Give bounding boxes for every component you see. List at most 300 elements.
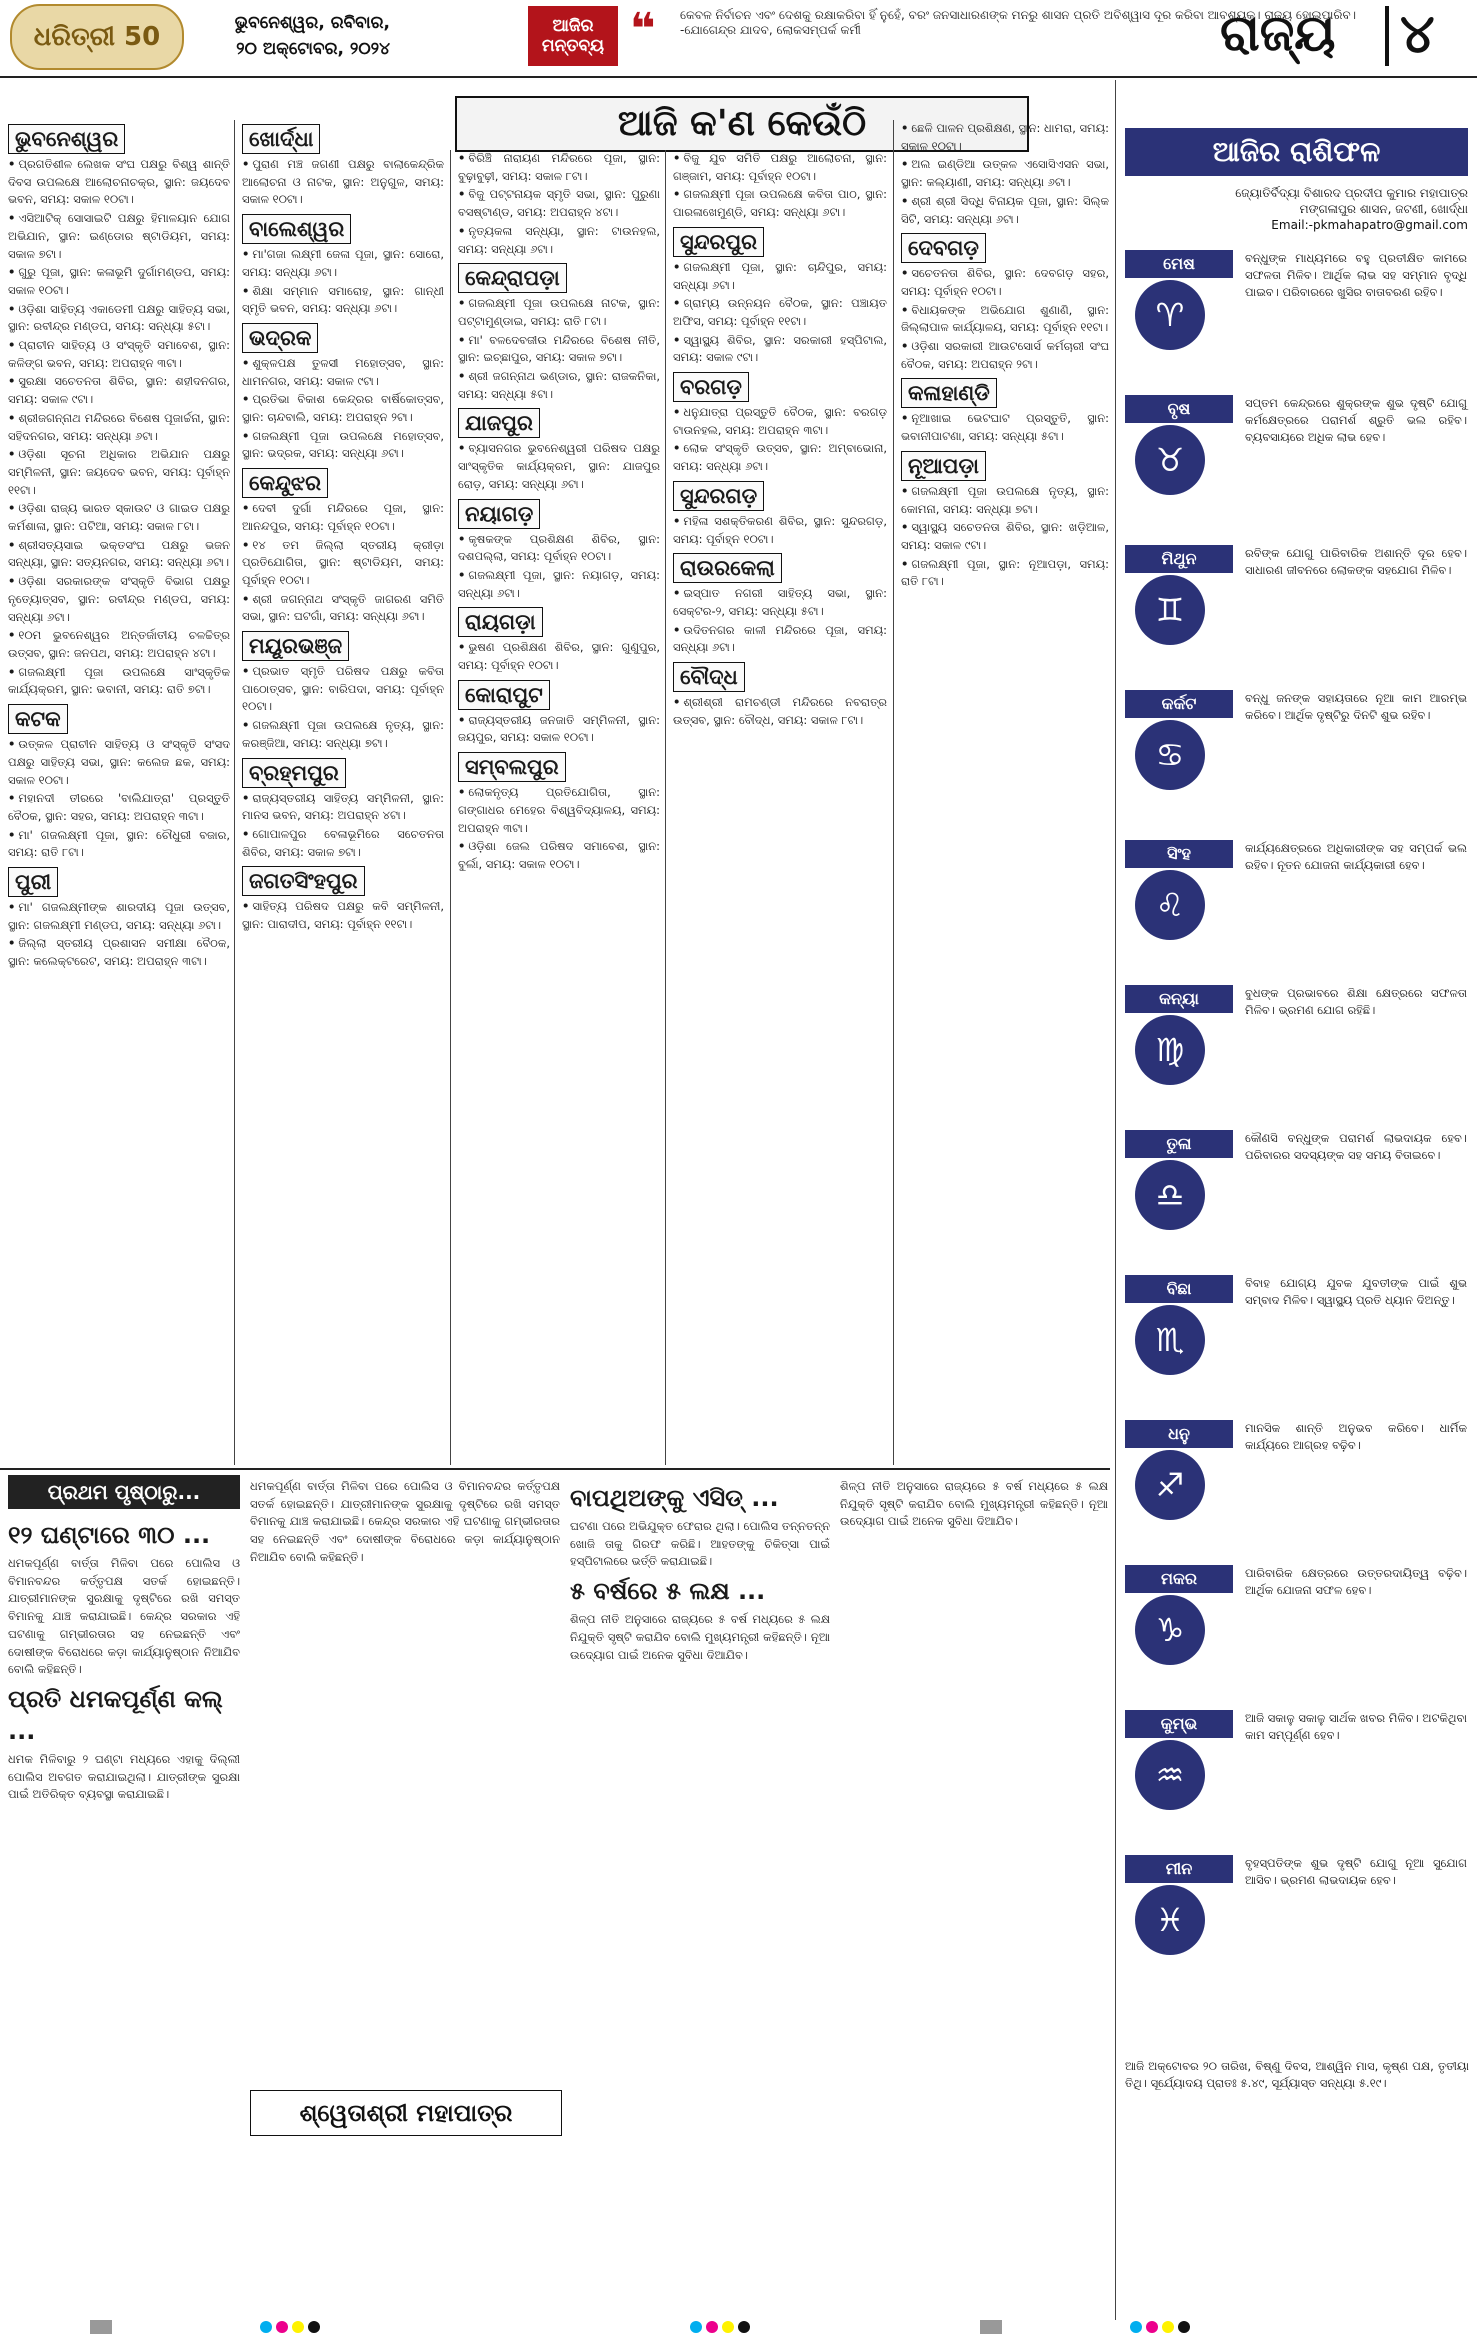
- bullet-icon: •: [458, 296, 466, 311]
- event-text: ଗଜଲକ୍ଷ୍ମୀ ପୂଜା ଉପଲକ୍ଷେ କବିତା ପାଠ, ସ୍ଥାନ: ପାରଳାଖେମୁଣ୍ଡି, ସମୟ: ସନ୍ଧ୍ୟା ୬ଟା।: [673, 187, 887, 220]
- event-text: ନୂଆଖାଇ ଭେଟଘାଟ ପ୍ରସ୍ତୁତି, ସ୍ଥାନ: ଭବାନୀପାଟଣା, ସମୟ: ସନ୍ଧ୍ୟା ୫ଟା।: [901, 411, 1109, 444]
- sign-name: ତୁଳା: [1125, 1130, 1233, 1158]
- event-text: ଗଜଲକ୍ଷ୍ମୀ ପୂଜା ଉପଲକ୍ଷେ ନୃତ୍ୟ, ସ୍ଥାନ: କୋମନା, ସମୟ: ସନ୍ଧ୍ୟା ୭ଟା।: [901, 483, 1109, 516]
- zodiac-icon: ♋: [1135, 720, 1205, 790]
- bullet-icon: •: [901, 193, 909, 208]
- district-heading: ବୌଦ୍ଧ: [673, 662, 745, 692]
- bullet-icon: •: [8, 574, 16, 589]
- sign-name: ମିଥୁନ: [1125, 545, 1233, 573]
- event-listing: [673, 332, 887, 367]
- district-heading: ବରଗଡ଼: [673, 372, 749, 402]
- listing-column-5: [901, 120, 1109, 592]
- event-listing: [242, 898, 444, 933]
- event-listing: [458, 838, 660, 873]
- event-text: ମା' ଗଜଲକ୍ଷ୍ମୀଙ୍କ ଶାରଦୀୟ ପୂଜା ଉତ୍ସବ, ସ୍ଥାନ: ଗଜଲକ୍ଷ୍ମୀ ମଣ୍ଡପ, ସମୟ: ସନ୍ଧ୍ୟା ୬ଟା।: [8, 900, 230, 932]
- event-listing: [901, 556, 1109, 591]
- event-text: ବ୍ୟାସନଗର ଭୁବନେଶ୍ୱରୀ ପରିଷଦ ପକ୍ଷରୁ ସାଂସ୍କୃତିକ କାର୍ଯ୍ୟକ୍ରମ, ସ୍ଥାନ: ଯାଜପୁର ରୋଡ଼, ସମୟ: ସନ୍ଧ୍ୟା ୬ଟା।: [458, 441, 660, 491]
- bullet-icon: •: [242, 428, 250, 443]
- story-body: ଧମକପୂର୍ଣ୍ଣ ବାର୍ତ୍ତା ମିଳିବା ପରେ ପୋଲିସ ଓ ବିମାନବନ୍ଦର କର୍ତ୍ତୃପକ୍ଷ ସତର୍କ ହୋଇଛନ୍ତି। ଯାତ୍ରୀମାନଙ୍କ ସୁରକ୍ଷାକୁ ଦୃଷ୍ଟିରେ ରଖି ସମସ୍ତ ବିମାନକୁ ଯାଞ୍ଚ କରାଯାଇଛି। କେନ୍ଦ୍ର ସରକାର ଏହି ଘଟଣାକୁ ଗମ୍ଭୀରତାର ସହ ନେଇଛନ୍ତି ଏବଂ ଦୋଷୀଙ୍କ ବିରୋଧରେ କଡ଼ା କାର୍ଯ୍ୟାନୁଷ୍ଠାନ ନିଆଯିବ ବୋଲି କହିଛନ୍ତି।: [8, 1556, 240, 1677]
- sign-name: ବୃଷ: [1125, 395, 1233, 423]
- district-heading: ଭଦ୍ରକ: [242, 323, 318, 353]
- listing-column-3: [458, 150, 660, 875]
- event-text: ଗଜଲକ୍ଷ୍ମୀ ପୂଜା ଉପଲକ୍ଷେ ନାଟକ, ସ୍ଥାନ: ପଟ୍ଟାମୁଣ୍ଡାଇ, ସମୟ: ରାତି ୮ଟା।: [458, 296, 660, 328]
- bullet-icon: •: [901, 556, 909, 571]
- bullet-icon: •: [901, 339, 909, 354]
- event-listing: [8, 736, 230, 789]
- bullet-icon: •: [458, 531, 466, 546]
- story-column-3: [570, 1478, 830, 1665]
- event-text: ଜିଲ୍ଲା ସ୍ତରୀୟ ପ୍ରଶାସନ ସମୀକ୍ଷା ବୈଠକ, ସ୍ଥାନ: କଲେକ୍ଟରେଟ, ସମୟ: ଅପରାହ୍ନ ୩ଟା।: [8, 936, 230, 969]
- event-text: ବିଜୁ ପଟ୍ଟନାୟକ ସ୍ମୃତି ସଭା, ସ୍ଥାନ: ପୁରୁଣା ବସଷ୍ଟାଣ୍ଡ, ସମୟ: ଅପରାହ୍ନ ୪ଟା।: [458, 187, 660, 220]
- bullet-icon: •: [673, 513, 681, 528]
- district-heading: ସୁନ୍ଦରଗଡ଼: [673, 481, 764, 511]
- bullet-icon: •: [242, 899, 250, 914]
- listing-banner: ଆଜି କ'ଣ କେଉଁଠି: [455, 96, 1029, 152]
- bullet-icon: •: [8, 447, 16, 462]
- event-listing: [673, 186, 887, 221]
- district-heading: କେନ୍ଦ୍ରାପଡ଼ା: [458, 263, 567, 293]
- event-text: ଶ୍ରୀଶ୍ରୀ ରାମଚଣ୍ଡୀ ମନ୍ଦିରରେ ନବରାତ୍ର ଉତ୍ସବ, ସ୍ଥାନ: ବୌଦ୍ଧ, ସମୟ: ସକାଳ ୮ଟା।: [673, 695, 887, 727]
- event-listing: [458, 567, 660, 602]
- sign-prediction: କୌଣସି ବନ୍ଧୁଙ୍କ ପରାମର୍ଶ ଲାଭଦାୟକ ହେବ। ପରିବାରର ସଦସ୍ୟଙ୍କ ସହ ସମୟ ବିତାଇବେ।: [1245, 1131, 1467, 1162]
- event-text: ଏସିଆଟିକ୍ ସୋସାଇଟି ପକ୍ଷରୁ ହିମାଳୟାନ ଯୋଗ ଅଭିଯାନ, ସ୍ଥାନ: ଇଣ୍ଡୋର ଷ୍ଟାଡିୟମ, ସମୟ: ସକାଳ ୭ଟା।: [8, 211, 230, 261]
- event-text: ସଚେତନତା ଶିବିର, ସ୍ଥାନ: ଦେବଗଡ଼ ସହର, ସମୟ: ପୂର୍ବାହ୍ନ ୧୦ଟା।: [901, 266, 1109, 298]
- event-listing: [242, 790, 444, 825]
- bullet-icon: •: [242, 790, 250, 805]
- bullet-icon: •: [242, 718, 250, 733]
- event-listing: [901, 302, 1109, 337]
- event-listing: [242, 246, 444, 281]
- bullet-icon: •: [242, 355, 250, 370]
- event-text: ଶ୍ରୀ ଶ୍ରୀ ସିଦ୍ଧି ବିନାୟକ ପୂଜା, ସ୍ଥାନ: ସିଲ୍କ ସିଟି, ସମୟ: ସନ୍ଧ୍ୟା ୬ଟା।: [901, 193, 1109, 226]
- event-listing: [8, 446, 230, 499]
- bullet-icon: •: [673, 695, 681, 710]
- bullet-icon: •: [673, 405, 681, 420]
- event-text: ଶ୍ରୀଜଗନ୍ନାଥ ମନ୍ଦିରରେ ବିଶେଷ ପୂଜାର୍ଚ୍ଚନା, ସ୍ଥାନ: ସହିଦନଗର, ସମୟ: ସନ୍ଧ୍ୟା ୬ଟା।: [8, 410, 230, 443]
- event-text: ପ୍ରତିଭା ବିକାଶ କେନ୍ଦ୍ରର ବାର୍ଷିକୋତ୍ସବ, ସ୍ଥାନ: ଚାନ୍ଦବାଲି, ସମୟ: ଅପରାହ୍ନ ୨ଟା।: [242, 392, 444, 425]
- print-registration-mark: [1130, 2320, 1190, 2334]
- event-listing: [8, 935, 230, 970]
- event-listing: [458, 712, 660, 747]
- event-text: ରାଜ୍ୟସ୍ତରୀୟ ସାହିତ୍ୟ ସମ୍ମିଳନୀ, ସ୍ଥାନ: ମାନସ ଭବନ, ସମୟ: ଅପରାହ୍ନ ୪ଟା।: [242, 790, 444, 823]
- bullet-icon: •: [673, 622, 681, 637]
- event-text: ପୁରାଣ ମଞ୍ଚ ଜଗଣୀ ପକ୍ଷରୁ ବାଲାକେନ୍ଦ୍ରିକ ଆଲୋଚନା ଓ ନାଟକ, ସ୍ଥାନ: ଅନୁଗୁଳ, ସମୟ: ସକାଳ ୧୦ଟା।: [242, 157, 444, 207]
- bullet-icon: •: [901, 520, 909, 535]
- bullet-icon: •: [458, 640, 466, 655]
- bullet-icon: •: [8, 936, 16, 951]
- event-listing: [673, 150, 887, 185]
- event-text: ଶିକ୍ଷା ସମ୍ମାନ ସମାରୋହ, ସ୍ଥାନ: ଗାନ୍ଧୀ ସ୍ମୃତି ଭବନ, ସମୟ: ସନ୍ଧ୍ୟା ୬ଟା।: [242, 283, 444, 316]
- story-column-1: [8, 1515, 240, 1805]
- event-text: ସ୍ୱାସ୍ଥ୍ୟ ଶିବିର, ସ୍ଥାନ: ସରକାରୀ ହସ୍ପିଟାଲ, ସମୟ: ସକାଳ ୯ଟା।: [673, 332, 887, 365]
- bullet-icon: •: [901, 157, 909, 172]
- event-text: ନୃତ୍ୟକଳା ସନ୍ଧ୍ୟା, ସ୍ଥାନ: ଟାଉନହଲ, ସମୟ: ସନ୍ଧ୍ୟା ୬ଟା।: [458, 223, 660, 256]
- event-text: ସ୍ୱାସ୍ଥ୍ୟ ସଚେତନତା ଶିବିର, ସ୍ଥାନ: ଖଡ଼ିଆଳ, ସମୟ: ସକାଳ ୯ଟା।: [901, 520, 1109, 552]
- bullet-icon: •: [242, 664, 250, 679]
- quote-of-the-day: କେବଳ ନିର୍ବାଚନ ଏବଂ ଦେଶକୁ ରକ୍ଷାକରିବା ହିଁ ନୁହେଁ, ବରଂ ଜନସାଧାରଣଙ୍କ ମନରୁ ଶାସନ ପ୍ରତି ଅବିଶ୍ୱାସ ଦୂର କରିବା ଆବଶ୍ୟକ। ରାଜ୍ୟ ହୋଇପାରିବ। -ଯୋଗେନ୍ଦ୍ର ଯାଦବ, ଲୋକସମ୍ପର୍କ କର୍ମୀ: [680, 8, 1357, 37]
- event-listing: [242, 591, 444, 626]
- event-listing: [242, 537, 444, 590]
- badge-line-1: ଆଜିର: [552, 16, 594, 36]
- event-text: ଗଜଲକ୍ଷ୍ମୀ ପୂଜା ଉପଲକ୍ଷେ ସାଂସ୍କୃତିକ କାର୍ଯ୍ୟକ୍ରମ, ସ୍ଥାନ: ଭବାନୀ, ସମୟ: ରାତି ୭ଟା।: [8, 664, 230, 697]
- divider: [1385, 6, 1389, 66]
- event-listing: [8, 573, 230, 626]
- district-heading: ଜଗତସିଂହପୁର: [242, 866, 365, 896]
- bullet-icon: •: [8, 301, 16, 316]
- bullet-icon: •: [673, 441, 681, 456]
- event-listing: [8, 410, 230, 445]
- event-text: ଇସ୍ପାତ ନଗରୀ ସାହିତ୍ୟ ସଭା, ସ୍ଥାନ: ସେକ୍ଟର-୨, ସମୟ: ସନ୍ଧ୍ୟା ୫ଟା।: [673, 586, 887, 618]
- bullet-icon: •: [8, 628, 16, 643]
- bullet-icon: •: [458, 712, 466, 727]
- event-text: ଭୁଷଣ ପ୍ରଶିକ୍ଷଣ ଶିବିର, ସ୍ଥାନ: ଗୁଣୁପୁର, ସମୟ: ପୂର୍ବାହ୍ନ ୧୦ଟା।: [458, 640, 660, 673]
- event-listing: [673, 295, 887, 330]
- event-text: ଗଜଲକ୍ଷ୍ମୀ ପୂଜା, ସ୍ଥାନ: ନୟାଗଡ଼, ସମୟ: ସନ୍ଧ୍ୟା ୬ଟା।: [458, 567, 660, 600]
- event-listing: [242, 717, 444, 752]
- story-body: ଶିଳ୍ପ ନୀତି ଅନୁସାରେ ରାଜ୍ୟରେ ୫ ବର୍ଷ ମଧ୍ୟରେ ୫ ଲକ୍ଷ ନିଯୁକ୍ତି ସୃଷ୍ଟି କରାଯିବ ବୋଲି ମୁଖ୍ୟମନ୍ତ୍ରୀ କହିଛନ୍ତି। ନୂଆ ଉଦ୍ୟୋଗ ପାଇଁ ଅନେକ ସୁବିଧା ଦିଆଯିବ।: [570, 1612, 830, 1662]
- story-headline: ୫ ବର୍ଷରେ ୫ ଲକ୍ଷ ...: [570, 1577, 766, 1606]
- event-text: ବିଧାୟକଙ୍କ ଅଭିଯୋଗ ଶୁଣାଣି, ସ୍ଥାନ: ଜିଲ୍ଲାପାଳ କାର୍ଯ୍ୟାଳୟ, ସମୟ: ପୂର୍ବାହ୍ନ ୧୧ଟା।: [901, 302, 1109, 335]
- event-text: ପ୍ରଗତିଶୀଳ ଲେଖକ ସଂଘ ପକ୍ଷରୁ ବିଶ୍ୱ ଶାନ୍ତି ଦିବସ ଉପଲକ୍ଷେ ଆଲୋଚନାଚକ୍ର, ସ୍ଥାନ: ଜୟଦେବ ଭବନ, ସମୟ: ସକାଳ ୧୦ଟା।: [8, 157, 230, 207]
- horoscope-title: ଆଜିର ରାଶିଫଳ: [1125, 128, 1468, 176]
- event-listing: [8, 301, 230, 336]
- section-title: ରାଜ୍ୟ: [1220, 4, 1336, 62]
- event-listing: [673, 513, 887, 548]
- sign-prediction: ସପ୍ତମ କେନ୍ଦ୍ରରେ ଶୁକ୍ରଙ୍କ ଶୁଭ ଦୃଷ୍ଟି ଯୋଗୁ କର୍ମକ୍ଷେତ୍ରରେ ପରାମର୍ଶ ଶ୍ରୁତି ଭଲ ରହିବ। ବ୍ୟବସାୟରେ ଅଧିକ ଲାଭ ହେବ।: [1245, 396, 1467, 444]
- bullet-icon: •: [458, 151, 466, 165]
- bullet-icon: •: [8, 664, 16, 679]
- sign-name: କର୍କଟ: [1125, 690, 1233, 718]
- date-line-2: ୨୦ ଅକ୍ଟୋବର, ୨୦୨୪: [236, 39, 390, 59]
- bullet-icon: •: [8, 900, 16, 915]
- event-listing: [458, 186, 660, 221]
- bullet-icon: •: [458, 441, 466, 456]
- district-heading: ରାଉରକେଲା: [673, 553, 782, 583]
- district-heading: ବ୍ରହ୍ମପୁର: [242, 758, 346, 788]
- print-registration-mark: [90, 2320, 112, 2334]
- quote-badge: [528, 6, 618, 66]
- event-text: ପ୍ରଭାତ ସ୍ମୃତି ପରିଷଦ ପକ୍ଷରୁ କବିତା ପାଠୋତ୍ସବ, ସ୍ଥାନ: ବାରିପଦା, ସମୟ: ପୂର୍ବାହ୍ନ ୧୦ଟା।: [242, 664, 444, 714]
- column-rule: [893, 120, 894, 1465]
- print-registration-mark: [690, 2320, 750, 2334]
- sign-prediction: ଆଜି ସକାଳୁ ସକାଳୁ ସାର୍ଥକ ଖବର ମିଳିବ। ଅଟକିଥିବା କାମ ସମ୍ପୂର୍ଣ୍ଣ ହେବ।: [1245, 1711, 1467, 1742]
- event-listing: [458, 223, 660, 258]
- zodiac-icon: ♐: [1135, 1450, 1205, 1520]
- event-listing: [8, 264, 230, 299]
- zodiac-icon: ♊: [1135, 575, 1205, 645]
- sign-name: ଧନୁ: [1125, 1420, 1233, 1448]
- event-listing: [8, 500, 230, 535]
- event-listing: [242, 156, 444, 209]
- event-text: ଓଡ଼ିଶା ସରକାରଙ୍କ ସଂସ୍କୃତି ବିଭାଗ ପକ୍ଷରୁ ନୃତ୍ୟୋତ୍ସବ, ସ୍ଥାନ: ରବୀନ୍ଦ୍ର ମଣ୍ଡପ, ସମୟ: ସନ୍ଧ୍ୟା ୬ଟା।: [8, 574, 230, 624]
- bullet-icon: •: [242, 157, 250, 171]
- column-rule: [665, 150, 666, 1465]
- district-heading: ବାଲେଶ୍ୱର: [242, 214, 351, 244]
- event-listing: [901, 519, 1109, 554]
- event-listing: [673, 259, 887, 294]
- event-listing: [458, 531, 660, 566]
- event-text: ଗ୍ରାମ୍ୟ ଉନ୍ନୟନ ବୈଠକ, ସ୍ଥାନ: ପଞ୍ଚାୟତ ଅଫିସ, ସମୟ: ପୂର୍ବାହ୍ନ ୧୧ଟା।: [673, 296, 887, 328]
- event-text: ଶୁକ୍ଳପକ୍ଷ ତୁଳସୀ ମହୋତ୍ସବ, ସ୍ଥାନ: ଧାମନଗର, ସମୟ: ସକାଳ ୯ଟା।: [242, 355, 444, 388]
- event-listing: [901, 410, 1109, 445]
- event-listing: [673, 440, 887, 475]
- event-text: ଓଡ଼ିଶା ସାହିତ୍ୟ ଏକାଡେମୀ ପକ୍ଷରୁ ସାହିତ୍ୟ ସଭା, ସ୍ଥାନ: ରବୀନ୍ଦ୍ର ମଣ୍ଡପ, ସମୟ: ସନ୍ଧ୍ୟା ୫ଟା।: [8, 301, 230, 334]
- event-listing: [458, 368, 660, 403]
- column-rule: [450, 150, 451, 1465]
- event-text: ରାଜ୍ୟସ୍ତରୀୟ ଜନଜାତି ସମ୍ମିଳନୀ, ସ୍ଥାନ: ଜୟପୁର, ସମୟ: ସକାଳ ୧୦ଟା।: [458, 712, 660, 745]
- event-listing: [242, 355, 444, 390]
- bullet-icon: •: [242, 591, 250, 606]
- bullet-icon: •: [8, 791, 16, 806]
- zodiac-icon: ♓: [1135, 1885, 1205, 1955]
- listing-column-4: [673, 150, 887, 730]
- event-text: ଶ୍ରୀ ଜଗନ୍ନାଥ ଭଣ୍ଡାର, ସ୍ଥାନ: ରାଜକନିକା, ସମୟ: ସନ୍ଧ୍ୟା ୫ଟା।: [458, 369, 660, 401]
- district-heading: ଭୁବନେଶ୍ୱର: [8, 124, 125, 154]
- event-listing: [8, 827, 230, 862]
- event-text: ଦେବୀ ଦୁର୍ଗା ମନ୍ଦିରରେ ପୂଜା, ସ୍ଥାନ: ଆନନ୍ଦପୁର, ସମୟ: ପୂର୍ବାହ୍ନ ୧୦ଟା।: [242, 501, 444, 533]
- event-text: କୃଷକଙ୍କ ପ୍ରଶିକ୍ଷଣ ଶିବିର, ସ୍ଥାନ: ଦଶପଲ୍ଲା, ସମୟ: ପୂର୍ବାହ୍ନ ୧୦ଟା।: [458, 531, 660, 564]
- newspaper-logo: ଧରିତ୍ରୀ 50: [10, 4, 184, 70]
- bullet-icon: •: [673, 151, 681, 165]
- event-listing: [901, 338, 1109, 373]
- event-text: ଉଦିତନଗର କାଳୀ ମନ୍ଦିରରେ ପୂଜା, ସମୟ: ସନ୍ଧ୍ୟା ୬ଟା।: [673, 622, 887, 655]
- event-listing: [8, 664, 230, 699]
- zodiac-icon: ♑: [1135, 1595, 1205, 1665]
- event-listing: [458, 332, 660, 367]
- bullet-icon: •: [673, 187, 681, 202]
- bullet-icon: •: [242, 247, 250, 262]
- event-listing: [242, 500, 444, 535]
- bullet-icon: •: [8, 211, 16, 226]
- zodiac-icon: ♒: [1135, 1740, 1205, 1810]
- sign-name: ବିଛା: [1125, 1275, 1233, 1303]
- event-listing: [242, 283, 444, 318]
- event-text: ସୁରକ୍ଷା ସଚେତନତା ଶିବିର, ସ୍ଥାନ: ଶହୀଦନଗର, ସମୟ: ସକାଳ ୯ଟା।: [8, 374, 230, 407]
- bullet-icon: •: [8, 374, 16, 389]
- district-heading: ପୁରୀ: [8, 867, 58, 897]
- event-listing: [458, 295, 660, 330]
- sign-prediction: କାର୍ଯ୍ୟକ୍ଷେତ୍ରରେ ଅଧିକାରୀଙ୍କ ସହ ସମ୍ପର୍କ ଭଲ ରହିବ। ନୂତନ ଯୋଜନା କାର୍ଯ୍ୟକାରୀ ହେବ।: [1245, 841, 1467, 872]
- bullet-icon: •: [458, 567, 466, 582]
- sign-name: କନ୍ୟା: [1125, 985, 1233, 1013]
- zodiac-icon: ♍: [1135, 1015, 1205, 1085]
- district-heading: ରାୟଗଡ଼ା: [458, 607, 543, 637]
- column-rule: [1115, 80, 1116, 2320]
- bullet-icon: •: [458, 332, 466, 347]
- event-listing: [673, 694, 887, 729]
- bullet-icon: •: [901, 266, 909, 281]
- district-heading: ଖୋର୍ଦ୍ଧା: [242, 124, 320, 154]
- bullet-icon: •: [901, 483, 909, 498]
- event-listing: [901, 193, 1109, 228]
- event-listing: [673, 404, 887, 439]
- bullet-icon: •: [458, 785, 466, 800]
- district-heading: କଟକ: [8, 704, 68, 734]
- story-headline: ୧୨ ଘଣ୍ଟାରେ ୩୦ ...: [8, 1521, 211, 1549]
- district-heading: ଯାଜପୁର: [458, 408, 540, 438]
- event-listing: [458, 440, 660, 493]
- event-text: ଓଡ଼ିଶା ସରକାରୀ ଆଉଟସୋର୍ସ କର୍ମଚାରୀ ସଂଘ ବୈଠକ, ସମୟ: ଅପରାହ୍ନ ୨ଟା।: [901, 339, 1109, 371]
- sign-name: କୁମ୍ଭ: [1125, 1710, 1233, 1738]
- event-text: ୧୪ ତମ ଜିଲ୍ଲା ସ୍ତରୀୟ କ୍ରୀଡ଼ା ପ୍ରତିଯୋଗିତା, ସ୍ଥାନ: ଷ୍ଟାଡିୟମ, ସମୟ: ପୂର୍ବାହ୍ନ ୧୦ଟା।: [242, 537, 444, 587]
- sign-prediction: ବନ୍ଧୁ ଜନଙ୍କ ସହାୟତାରେ ନୂଆ କାମ ଆରମ୍ଭ କରିବେ। ଆର୍ଥିକ ଦୃଷ୍ଟିରୁ ଦିନଟି ଶୁଭ ରହିବ।: [1245, 691, 1467, 722]
- story-column-2: [250, 1478, 560, 1568]
- event-listing: [901, 120, 1109, 155]
- bullet-icon: •: [242, 283, 250, 298]
- event-listing: [8, 790, 230, 825]
- event-text: ମା' ବଳଦେବଜୀଉ ମନ୍ଦିରରେ ବିଶେଷ ନୀତି, ସ୍ଥାନ: ଇଚ୍ଛାପୁର, ସମୟ: ସକାଳ ୭ଟା।: [458, 332, 660, 365]
- event-listing: [458, 784, 660, 837]
- bullet-icon: •: [242, 826, 250, 841]
- bullet-icon: •: [8, 157, 16, 171]
- event-text: ଓଡ଼ିଶା ସୂଚନା ଅଧିକାର ଅଭିଯାନ ପକ୍ଷରୁ ସମ୍ମିଳନୀ, ସ୍ଥାନ: ଜୟଦେବ ଭବନ, ସମୟ: ପୂର୍ବାହ୍ନ ୧୧ଟା।: [8, 447, 230, 497]
- front-page-continued-label: ପ୍ରଥମ ପୃଷ୍ଠାରୁ...: [8, 1475, 240, 1509]
- bullet-icon: •: [8, 410, 16, 425]
- event-text: ଲୋକନୃତ୍ୟ ପ୍ରତିଯୋଗିତା, ସ୍ଥାନ: ଗଙ୍ଗାଧର ମେହେର ବିଶ୍ୱବିଦ୍ୟାଳୟ, ସମୟ: ଅପରାହ୍ନ ୩ଟା।: [458, 785, 660, 835]
- bullet-icon: •: [8, 501, 16, 516]
- event-text: ଲୋକ ସଂସ୍କୃତି ଉତ୍ସବ, ସ୍ଥାନ: ଅମ୍ବାଭୋନା, ସମୟ: ସନ୍ଧ୍ୟା ୬ଟା।: [673, 441, 887, 474]
- event-text: ବିରିଞ୍ଚି ନାରାୟଣ ମନ୍ଦିରରେ ପୂଜା, ସ୍ଥାନ: ବୁଢ଼ାବୁଢ଼ୀ, ସମୟ: ସକାଳ ୮ଟା।: [458, 151, 660, 183]
- event-listing: [8, 337, 230, 372]
- event-listing: [901, 265, 1109, 300]
- event-text: ମହାନଦୀ ତୀରରେ 'ବାଲିଯାତ୍ରା' ପ୍ରସ୍ତୁତି ବୈଠକ, ସ୍ଥାନ: ସହର, ସମୟ: ଅପରାହ୍ନ ୩ଟା।: [8, 791, 230, 823]
- masthead-rule: [0, 76, 1477, 78]
- event-text: ଓଡ଼ିଶା ରାଜ୍ୟ ଭାରତ ସ୍କାଉଟ ଓ ଗାଇଡ ପକ୍ଷରୁ କର୍ମଶାଳା, ସ୍ଥାନ: ପଟିଆ, ସମୟ: ସକାଳ ୮ଟା।: [8, 501, 230, 534]
- event-text: ମା' ଗଜଲକ୍ଷ୍ମୀ ପୂଜା, ସ୍ଥାନ: ଚୌଧୁରୀ ବଜାର, ସମୟ: ରାତି ୮ଟା।: [8, 827, 230, 860]
- event-listing: [8, 210, 230, 263]
- story-body: ଶିଳ୍ପ ନୀତି ଅନୁସାରେ ରାଜ୍ୟରେ ୫ ବର୍ଷ ମଧ୍ୟରେ ୫ ଲକ୍ଷ ନିଯୁକ୍ତି ସୃଷ୍ଟି କରାଯିବ ବୋଲି ମୁଖ୍ୟମନ୍ତ୍ରୀ କହିଛନ୍ତି। ନୂଆ ଉଦ୍ୟୋଗ ପାଇଁ ଅନେକ ସୁବିଧା ଦିଆଯିବ।: [840, 1479, 1108, 1529]
- event-text: ୧୦ମ ଭୁବନେଶ୍ୱର ଅନ୍ତର୍ଜାତୀୟ ଚଳଚ୍ଚିତ୍ର ଉତ୍ସବ, ସ୍ଥାନ: ଜନପଥ, ସମୟ: ଅପରାହ୍ନ ୪ଟା।: [8, 628, 230, 660]
- event-text: ଓଡ଼ିଶା ଜେଲ ପରିଷଦ ସମାବେଶ, ସ୍ଥାନ: ବୁର୍ଲା, ସମୟ: ସକାଳ ୧୦ଟା।: [458, 839, 660, 871]
- sign-prediction: ରବିଙ୍କ ଯୋଗୁ ପାରିବାରିକ ଅଶାନ୍ତି ଦୂର ହେବ। ସାଧାରଣ ଜୀବନରେ ଲୋକଙ୍କ ସହଯୋଗ ମିଳିବ।: [1245, 546, 1467, 577]
- event-text: ଉତ୍କଳ ପ୍ରାଚୀନ ସାହିତ୍ୟ ଓ ସଂସ୍କୃତି ସଂସଦ ପକ୍ଷରୁ ସାହିତ୍ୟ ସଭା, ସ୍ଥାନ: କଲେଜ ଛକ, ସମୟ: ସକାଳ ୧୦ଟା।: [8, 737, 230, 787]
- bullet-icon: •: [673, 332, 681, 347]
- story-headline: ବାପଥିଅଙ୍କୁ ଏସିଡ୍ ...: [570, 1484, 779, 1512]
- zodiac-icon: ♈: [1135, 280, 1205, 350]
- event-text: ଶ୍ରୀ ଜଗନ୍ନାଥ ସଂସ୍କୃତି ଜାଗରଣ ସମିତି ସଭା, ସ୍ଥାନ: ଘଟଗାଁ, ସମୟ: ସନ୍ଧ୍ୟା ୬ଟା।: [242, 591, 444, 624]
- sign-name: ସିଂହ: [1125, 840, 1233, 868]
- sign-name: ମେଷ: [1125, 250, 1233, 278]
- sign-name: ମୀନ: [1125, 1855, 1233, 1883]
- event-listing: [8, 537, 230, 572]
- bullet-icon: •: [8, 827, 16, 842]
- bullet-icon: •: [8, 265, 16, 280]
- bullet-icon: •: [458, 839, 466, 854]
- date-line-1: ଭୁବନେଶ୍ୱର, ରବିବାର,: [234, 13, 390, 33]
- event-text: ଗଜଲକ୍ଷ୍ମୀ ପୂଜା, ସ୍ଥାନ: ନୂଆପଡ଼ା, ସମୟ: ରାତି ୮ଟା।: [901, 556, 1109, 589]
- section-rule: [0, 1468, 1110, 1470]
- page-number: ୪: [1400, 2, 1435, 65]
- event-listing: [673, 585, 887, 620]
- event-listing: [901, 483, 1109, 518]
- district-heading: ମୟୂରଭଞ୍ଜ: [242, 631, 349, 661]
- bullet-icon: •: [901, 121, 909, 135]
- event-text: ମହିଳା ସଶକ୍ତିକରଣ ଶିବିର, ସ୍ଥାନ: ସୁନ୍ଦରଗଡ଼, ସମୟ: ପୂର୍ବାହ୍ନ ୧୦ଟା।: [673, 513, 887, 546]
- bullet-icon: •: [458, 369, 466, 384]
- event-text: ସାହିତ୍ୟ ପରିଷଦ ପକ୍ଷରୁ କବି ସମ୍ମିଳନୀ, ସ୍ଥାନ: ପାରାଦୀପ, ସମୟ: ପୂର୍ବାହ୍ନ ୧୧ଟା।: [242, 899, 444, 932]
- district-heading: ସୁନ୍ଦରପୁର: [673, 227, 764, 257]
- district-heading: ନୂଆପଡ଼ା: [901, 451, 986, 481]
- sign-prediction: ବୁଧଙ୍କ ପ୍ରଭାବରେ ଶିକ୍ଷା କ୍ଷେତ୍ରରେ ସଫଳତା ମିଳିବ। ଭ୍ରମଣ ଯୋଗ ରହିଛି।: [1245, 986, 1467, 1017]
- event-text: ଶ୍ରୀସତ୍ୟସାଇ ଭକ୍ତସଂଘ ପକ୍ଷରୁ ଭଜନ ସନ୍ଧ୍ୟା, ସ୍ଥାନ: ସତ୍ୟନଗର, ସମୟ: ସନ୍ଧ୍ୟା ୬ଟା।: [8, 537, 230, 570]
- print-registration-mark: [260, 2320, 320, 2334]
- event-text: ଅଲ ଇଣ୍ଡିଆ ଉତ୍କଳ ଏସୋସିଏସନ ସଭା, ସ୍ଥାନ: କଲ୍ୟାଣୀ, ସମୟ: ସନ୍ଧ୍ୟା ୬ଟା।: [901, 157, 1109, 190]
- district-heading: କୋରାପୁଟ: [458, 680, 550, 710]
- bullet-icon: •: [673, 259, 681, 274]
- bullet-icon: •: [242, 501, 250, 516]
- dateline: [200, 10, 390, 62]
- byline: ଶ୍ୱେତାଶ୍ରୀ ମହାପାତ୍ର: [250, 2090, 562, 2136]
- event-text: ପ୍ରାଚୀନ ସାହିତ୍ୟ ଓ ସଂସ୍କୃତି ସମାବେଶ, ସ୍ଥାନ: କଳିଙ୍ଗ ଭବନ, ସମୟ: ଅପରାହ୍ନ ୩ଟା।: [8, 338, 230, 370]
- print-registration-mark: [980, 2320, 1002, 2334]
- district-heading: ନୟାଗଡ଼: [458, 499, 540, 529]
- listing-column-2: [242, 120, 444, 935]
- event-text: ଗୋପାଳପୁର ବେଳାଭୂମିରେ ସଚେତନତା ଶିବିର, ସମୟ: ସକାଳ ୭ଟା।: [242, 826, 444, 859]
- event-text: ଧନୁଯାତ୍ରା ପ୍ରସ୍ତୁତି ବୈଠକ, ସ୍ଥାନ: ବରଗଡ଼ ଟାଉନହଲ, ସମୟ: ଅପରାହ୍ନ ୩ଟା।: [673, 405, 887, 437]
- event-listing: [901, 156, 1109, 191]
- almanac-footer: ଆଜି ଅକ୍ଟୋବର ୨୦ ତାରିଖ, ବିଷ୍ଣୁ ଦିବସ, ଆଶ୍ୱିନ ମାସ, କୃଷ୍ଣ ପକ୍ଷ, ତୃତୀୟା ତିଥି। ସୂର୍ଯ୍ୟୋଦୟ ପ୍ରାତଃ ୫.୪୯, ସୂର୍ଯ୍ୟାସ୍ତ ସନ୍ଧ୍ୟା ୫.୧୯।: [1125, 2059, 1469, 2090]
- event-text: ଛେଳି ପାଳନ ପ୍ରଶିକ୍ଷଣ, ସ୍ଥାନ: ଧାମରା, ସମୟ: ସକାଳ ୧୦ଟା।: [901, 121, 1109, 153]
- sign-prediction: ବନ୍ଧୁଙ୍କ ମାଧ୍ୟମରେ ବହୁ ପ୍ରତୀକ୍ଷିତ କାମରେ ସଫଳତା ମିଳିବ। ଆର୍ଥିକ ଲାଭ ସହ ସମ୍ମାନ ବୃଦ୍ଧି ପାଇବ। ପରିବାରରେ ଖୁସିର ବାତାବରଣ ରହିବ।: [1245, 251, 1467, 299]
- bullet-icon: •: [242, 537, 250, 552]
- column-rule: [234, 120, 235, 1465]
- event-listing: [8, 156, 230, 209]
- quote-icon: ❝: [630, 4, 656, 55]
- bullet-icon: •: [458, 187, 466, 202]
- bullet-icon: •: [242, 392, 250, 407]
- event-listing: [673, 622, 887, 657]
- bullet-icon: •: [458, 223, 466, 238]
- story-headline: ପ୍ରତି ଧମକପୂର୍ଣ୍ଣ କଲ୍ ...: [8, 1684, 223, 1745]
- sign-prediction: ପାରିବାରିକ କ୍ଷେତ୍ରରେ ଉତ୍ତରଦାୟିତ୍ୱ ବଢ଼ିବ। ଆର୍ଥିକ ଯୋଜନା ସଫଳ ହେବ।: [1245, 1566, 1467, 1597]
- event-listing: [8, 373, 230, 408]
- story-column-4: [840, 1478, 1108, 1532]
- event-text: ଗୁରୁ ପୂଜା, ସ୍ଥାନ: କଳାଭୂମି ଦୁର୍ଗାମଣ୍ଡପ, ସମୟ: ସକାଳ ୧୦ଟା।: [8, 265, 230, 297]
- bullet-icon: •: [8, 737, 16, 752]
- district-heading: ଦେବଗଡ଼: [901, 233, 986, 263]
- district-heading: ସମ୍ବଲପୁର: [458, 752, 566, 782]
- sign-name: ମକର: [1125, 1565, 1233, 1593]
- event-listing: [242, 428, 444, 463]
- sign-prediction: ମାନସିକ ଶାନ୍ତି ଅନୁଭବ କରିବେ। ଧାର୍ମିକ କାର୍ଯ୍ୟରେ ଆଗ୍ରହ ବଢ଼ିବ।: [1245, 1421, 1467, 1452]
- bullet-icon: •: [8, 338, 16, 353]
- story-body: ଘଟଣା ପରେ ଅଭିଯୁକ୍ତ ଫେରାର ଥିଲା। ପୋଲିସ ତନ୍ନତନ୍ନ ଖୋଜି ତାକୁ ଗିରଫ କରିଛି। ଆହତଙ୍କୁ ଚିକିତ୍ସା ପାଇଁ ହସ୍ପିଟାଲରେ ଭର୍ତ୍ତି କରାଯାଇଛି।: [570, 1519, 830, 1569]
- zodiac-icon: ♉: [1135, 425, 1205, 495]
- event-text: ଗଜଲକ୍ଷ୍ମୀ ପୂଜା ଉପଲକ୍ଷେ ନୃତ୍ୟ, ସ୍ଥାନ: କରଞ୍ଜିଆ, ସମୟ: ସନ୍ଧ୍ୟା ୭ଟା।: [242, 718, 444, 750]
- event-listing: [242, 391, 444, 426]
- sign-prediction: ବିବାହ ଯୋଗ୍ୟ ଯୁବକ ଯୁବତୀଙ୍କ ପାଇଁ ଶୁଭ ସମ୍ବାଦ ମିଳିବ। ସ୍ୱାସ୍ଥ୍ୟ ପ୍ରତି ଧ୍ୟାନ ଦିଅନ୍ତୁ।: [1245, 1276, 1467, 1307]
- event-listing: [8, 627, 230, 662]
- event-listing: [458, 639, 660, 674]
- bullet-icon: •: [673, 296, 681, 311]
- zodiac-icon: ♏: [1135, 1305, 1205, 1375]
- event-listing: [458, 150, 660, 185]
- district-heading: କେନ୍ଦୁଝର: [242, 468, 328, 498]
- bullet-icon: •: [901, 411, 909, 426]
- event-text: ବିଜୁ ଯୁବ ସମିତି ପକ୍ଷରୁ ଆଲୋଚନା, ସ୍ଥାନ: ଗଞ୍ଜାମ, ସମୟ: ପୂର୍ବାହ୍ନ ୧୦ଟା।: [673, 151, 887, 183]
- bullet-icon: •: [8, 537, 16, 552]
- story-body: ଧମକ ମିଳିବାରୁ ୨ ଘଣ୍ଟା ମଧ୍ୟରେ ଏହାକୁ ଦିଲ୍ଲୀ ପୋଲିସ ଅବଗତ କରାଯାଇଥିଲା। ଯାତ୍ରୀଙ୍କ ସୁରକ୍ଷା ପାଇଁ ଅତିରିକ୍ତ ବ୍ୟବସ୍ଥା କରାଯାଇଛି।: [8, 1751, 240, 1802]
- event-text: ଗଜଲକ୍ଷ୍ମୀ ପୂଜା, ସ୍ଥାନ: ଚାନ୍ଦିପୁର, ସମୟ: ସନ୍ଧ୍ୟା ୬ଟା।: [673, 259, 887, 292]
- bullet-icon: •: [901, 302, 909, 317]
- zodiac-icon: ♌: [1135, 870, 1205, 940]
- event-listing: [242, 663, 444, 716]
- badge-line-2: ମନ୍ତବ୍ୟ: [541, 36, 605, 56]
- horoscope-author: ଜ୍ୟୋତିର୍ବିଦ୍ୟା ବିଶାରଦ ପ୍ରଦୀପ କୁମାର ମହାପାତ୍ର ମଙ୍ଗଳାପୁର ଶାସନ, ଜଟଣୀ, ଖୋର୍ଦ୍ଧା Email:-pkmahapatro@gmail.com: [1235, 186, 1468, 232]
- event-text: ମା'ଗଜା ଲକ୍ଷ୍ମୀ ଜେଳା ପୂଜା, ସ୍ଥାନ: ସୋରୋ, ସମୟ: ସନ୍ଧ୍ୟା ୬ଟା।: [242, 247, 444, 279]
- district-heading: କଳାହାଣ୍ଡି: [901, 378, 997, 408]
- listing-column-1: [8, 120, 230, 972]
